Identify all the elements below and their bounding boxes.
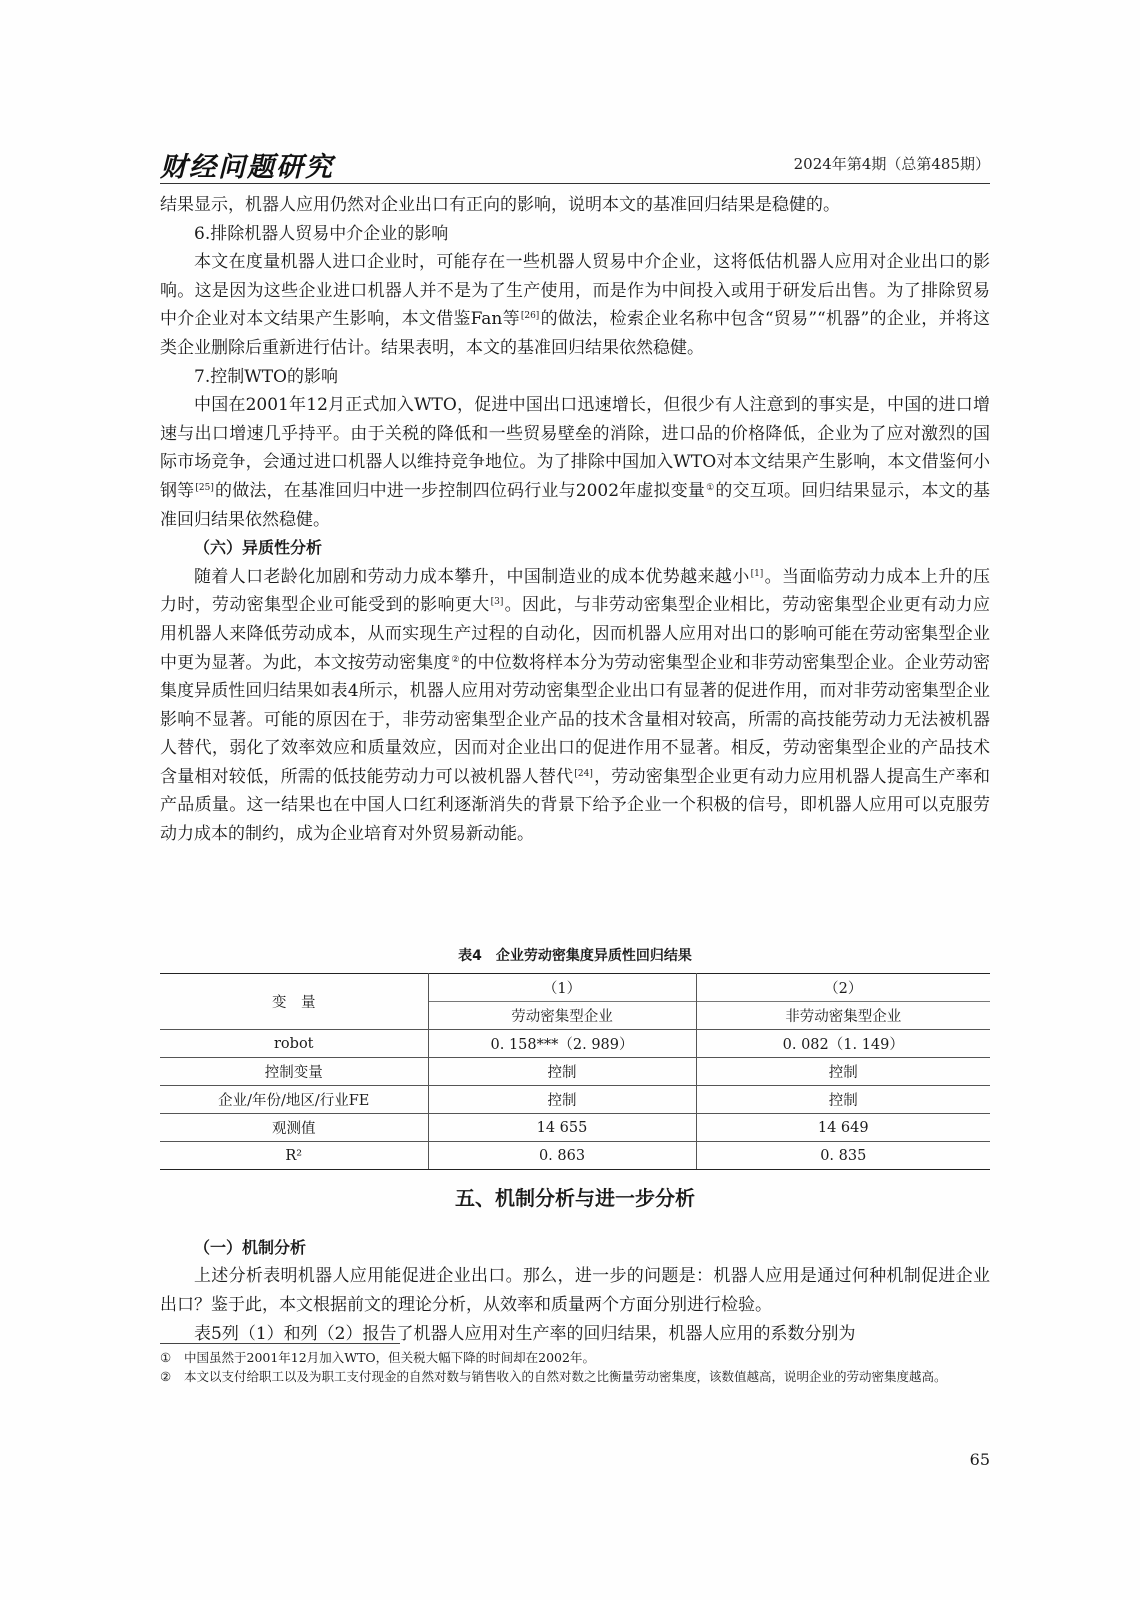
footnote-marker: ② xyxy=(451,654,460,665)
row-label: robot xyxy=(160,1030,428,1058)
issue-info: 2024年第4期（总第485期） xyxy=(793,155,990,173)
cell: 0. 863 xyxy=(428,1142,696,1170)
footnotes xyxy=(160,1348,990,1386)
var-header: 变 量 xyxy=(160,974,428,1030)
table-row xyxy=(160,1114,990,1142)
col2-number: （2） xyxy=(696,974,990,1002)
header-rule xyxy=(160,183,990,184)
body-text-bottom xyxy=(160,1233,990,1349)
footnote-text: 本文以支付给职工以及为职工支付现金的自然对数与销售收入的自然对数之比衡量劳动密集度，该数值越高，说明企业的劳动密集度越高。 xyxy=(184,1369,947,1384)
col2-name: 非劳动密集型企业 xyxy=(696,1002,990,1030)
running-header xyxy=(160,143,990,187)
body-text-top xyxy=(160,191,990,849)
citation: [3] xyxy=(490,597,504,608)
row-label: 控制变量 xyxy=(160,1058,428,1086)
journal-logo: 财经问题研究 xyxy=(160,152,334,183)
table-row xyxy=(160,1030,990,1058)
table-caption: 表4 企业劳动密集度异质性回归结果 xyxy=(458,948,692,964)
citation: [24] xyxy=(574,768,593,779)
footnote-mark: ① xyxy=(160,1350,172,1365)
paragraph: 中国在2001年12月正式加入WTO，促进中国出口迅速增长，但很少有人注意到的事实是，中国的进口增速与出口增速几乎持平。由于关税的降低和一些贸易壁垒的消除，进口品的价格降低，企业为了应对激烈的国际市场竞争，会通过进口机器人以维持竞争地位。为了排除中国加入WTO对本文结果产生影响，本文借鉴何小钢等[25]的做法，在基准回归中进一步控制四位码行业与2002年虚拟变量①的交互项。回归结果显示，本文的基准回归结果依然稳健。 xyxy=(160,395,991,530)
citation: [1] xyxy=(750,568,764,579)
subsection-heading-mechanism: （一）机制分析 xyxy=(194,1238,307,1257)
row-label: R² xyxy=(160,1142,428,1170)
footnote xyxy=(160,1348,990,1367)
footnote-rule xyxy=(160,1343,400,1344)
cell: 0. 835 xyxy=(696,1142,990,1170)
cell: 控制 xyxy=(696,1086,990,1114)
results-table xyxy=(160,973,990,1170)
cell: 0. 158***（2. 989） xyxy=(428,1030,696,1058)
footnote-marker: ① xyxy=(706,482,715,493)
footnote-mark: ② xyxy=(160,1369,172,1384)
section-heading-5: 五、机制分析与进一步分析 xyxy=(455,1186,695,1210)
paragraph: 结果显示，机器人应用仍然对企业出口有正向的影响，说明本文的基准回归结果是稳健的。 xyxy=(160,195,840,215)
table-row xyxy=(160,1058,990,1086)
cell: 控制 xyxy=(428,1086,696,1114)
paragraph: 上述分析表明机器人应用能促进企业出口。那么，进一步的问题是：机器人应用是通过何种机制促进企业出口？鉴于此，本文根据前文的理论分析，从效率和质量两个方面分别进行检验。 xyxy=(160,1266,990,1315)
subheading-7: 7.控制WTO的影响 xyxy=(194,366,338,387)
subheading-6: 6.排除机器人贸易中介企业的影响 xyxy=(194,223,449,244)
footnote xyxy=(160,1367,990,1386)
footnote-text: 中国虽然于2001年12月加入WTO，但关税大幅下降的时间却在2002年。 xyxy=(184,1350,595,1365)
col1-name: 劳动密集型企业 xyxy=(428,1002,696,1030)
paragraph: 本文在度量机器人进口企业时，可能存在一些机器人贸易中介企业，这将低估机器人应用对企业出口的影响。这是因为这些企业进口机器人并不是为了生产使用，而是作为中间投入或用于研发后出售。为了排除贸易中介企业对本文结果产生影响，本文借鉴Fan等[26]的做法，检索企业名称中包含“贸易”“机器”的企业，并将这类企业删除后重新进行估计。结果表明，本文的基准回归结果依然稳健。 xyxy=(160,252,990,358)
table-row xyxy=(160,1142,990,1170)
col1-number: （1） xyxy=(428,974,696,1002)
journal-page xyxy=(160,0,990,1600)
citation: [25] xyxy=(195,482,214,493)
cell: 14 649 xyxy=(696,1114,990,1142)
row-label: 观测值 xyxy=(160,1114,428,1142)
page-number: 65 xyxy=(969,1450,990,1469)
section-heading-heterogeneity: （六）异质性分析 xyxy=(194,538,323,558)
cell: 14 655 xyxy=(428,1114,696,1142)
cell: 0. 082（1. 149） xyxy=(696,1030,990,1058)
citation: [26] xyxy=(520,311,540,322)
paragraph: 表5列（1）和列（2）报告了机器人应用对生产率的回归结果，机器人应用的系数分别为 xyxy=(194,1324,856,1344)
table-row xyxy=(160,1086,990,1114)
cell: 控制 xyxy=(696,1058,990,1086)
row-label: 企业/年份/地区/行业FE xyxy=(160,1086,428,1114)
paragraph: 随着人口老龄化加剧和劳动力成本攀升，中国制造业的成本优势越来越小[1]。当面临劳动力成本上升的压力时，劳动密集型企业可能受到的影响更大[3]。因此，与非劳动密集型企业相比，劳动密集型企业更有动力应用机器人来降低劳动成本，从而实现生产过程的自动化，因而机器人应用对出口的影响可能在劳动密集型企业中更为显著。为此，本文按劳动密集度②的中位数将样本分为劳动密集型企业和非劳动密集型企业。企业劳动密集度异质性回归结果如表4所示，机器人应用对劳动密集型企业出口有显著的促进作用，而对非劳动密集型企业影响不显著。可能的原因在于，非劳动密集型企业产品的技术含量相对较高，所需的高技能劳动力无法被机器人替代，弱化了效率效应和质量效应，因而对企业出口的促进作用不显著。相反，劳动密集型企业的产品技术含量相对较低，所需的低技能劳动力可以被机器人替代[24]，劳动密集型企业更有动力应用机器人提高生产率和产品质量。这一结果也在中国人口红利逐渐消失的背景下给予企业一个积极的信号，即机器人应用可以克服劳动力成本的制约，成为企业培育对外贸易新动能。 xyxy=(160,566,991,845)
cell: 控制 xyxy=(428,1058,696,1086)
